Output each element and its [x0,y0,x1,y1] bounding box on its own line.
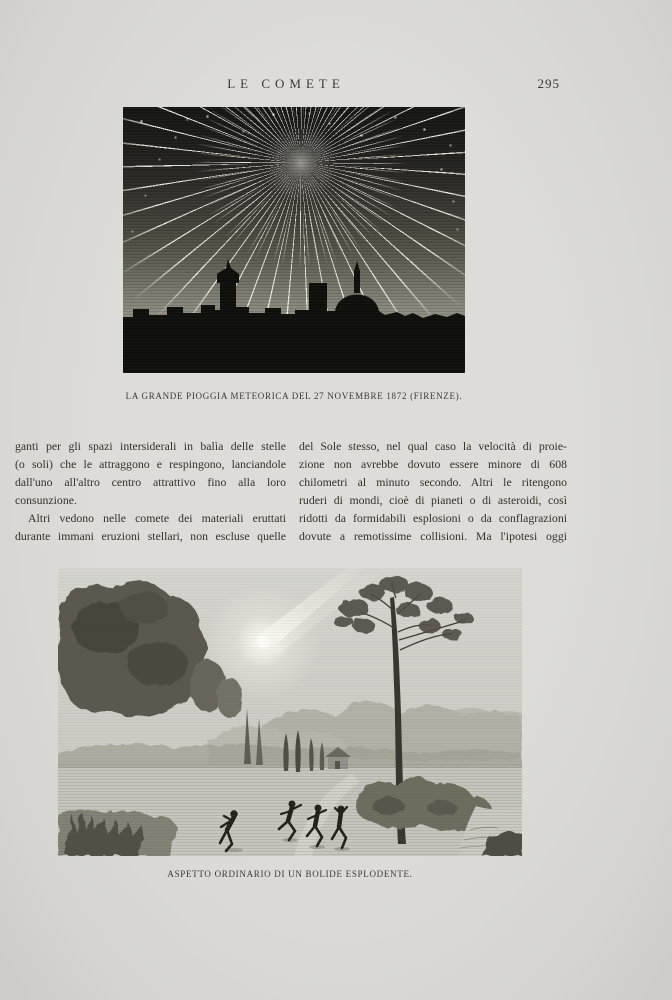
text-line: del Sole stesso, nel qual caso la velocità di proie- [299,439,567,453]
figure-bolide [58,568,522,856]
plate-hatching [58,568,522,856]
bolide-landscape [58,568,522,856]
running-head: LE COMETE [227,76,345,91]
text-line: durante immani eruzioni stellari, non escluse quelle [15,529,286,543]
engraving-texture [123,107,465,373]
text-line: consunzione. [15,493,77,507]
text-line: dovute a remotissime collisioni. Ma l'ipotesi oggi [299,529,567,543]
text-line: ganti per gli spazi intersiderali in balìa delle stelle [15,439,286,453]
text-line: chilometri al minuto secondo. Altri le ritengono [299,475,567,489]
figure-caption-meteor: LA GRANDE PIOGGIA METEORICA DEL 27 NOVEMBRE 1872 (FIRENZE). [125,391,463,401]
text-line: ruderi di mondi, cioè di pianeti o di asteroidi, così [299,493,567,507]
body-column-right [299,437,567,545]
text-line: dall'uno all'altro centro attrattivo fino alla loro [15,475,286,489]
body-column-left [15,437,286,545]
text-line: (o soli) che le attraggono e respingono, lanciandole [15,457,286,471]
figure-meteor-shower [123,107,465,373]
figure-caption-bolide: ASPETTO ORDINARIO DI UN BOLIDE ESPLODENTE. [167,869,413,879]
page-number: 295 [537,76,560,91]
text-line: Altri vedono nelle comete dei materiali eruttati [28,511,286,525]
text-line: zione non avrebbe dovuto essere minore di 608 [299,457,567,471]
text-line: ridotti da formidabili esplosioni o da conflagrazioni [299,511,567,525]
